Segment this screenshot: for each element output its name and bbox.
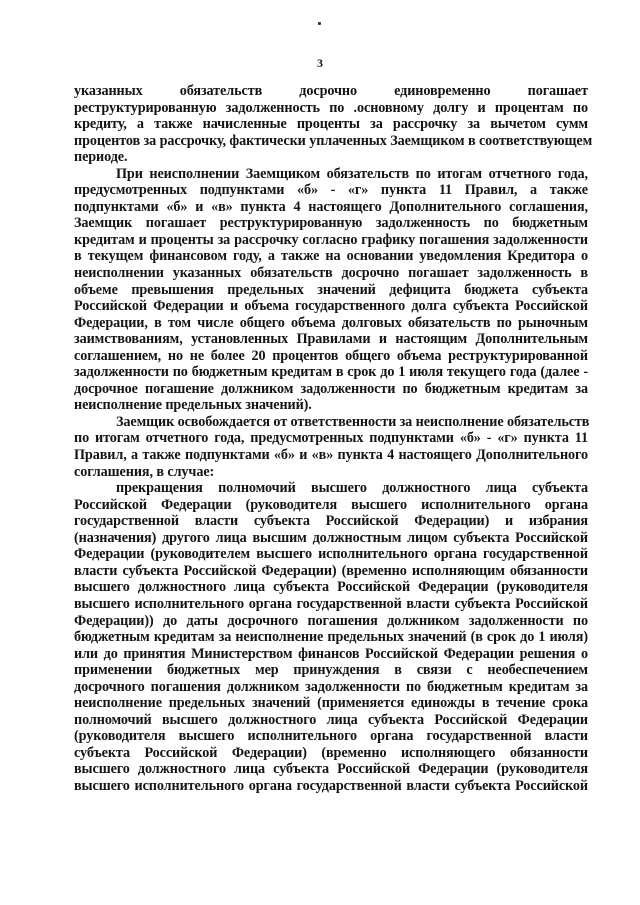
text-line: Российской Федерации и объема государственного долга субъекта Российской xyxy=(74,298,588,315)
text-line: Заемщик освобождается от ответственности за неисполнение обязательств xyxy=(116,413,590,430)
text-line: досрочное погашение должником задолженности по бюджетным кредитам за xyxy=(74,380,588,397)
text-line: полномочий высшего должностного лица субъекта Российской Федерации xyxy=(74,711,588,728)
text-line: Правил, а также подпунктами «б» и «в» пункта 4 настоящего Дополнительного xyxy=(74,447,588,464)
text-line: в текущем финансовом году, а также на основании уведомления Кредитора о xyxy=(74,248,588,265)
text-line: высшего должностного лица субъекта Российской Федерации (руководителя xyxy=(74,761,588,778)
paragraph xyxy=(74,83,593,166)
text-line: реструктурированную задолженность по .основному долгу и процентам по xyxy=(74,99,588,116)
text-line: кредитам и проценты за рассрочку согласно графику погашения задолженности xyxy=(74,231,588,248)
text-line: или до принятия Министерством финансов Российской Федерации решения о xyxy=(74,645,588,662)
paragraph xyxy=(74,480,588,794)
page-number: 3 xyxy=(317,56,323,70)
text-line: периоде. xyxy=(74,149,128,166)
text-line: неисполнении указанных обязательств досрочно погашает задолженность в xyxy=(74,265,588,282)
text-line: подпунктами «б» и «в» пункта 4 настоящего Дополнительного соглашения, xyxy=(74,198,588,215)
text-line: высшего исполнительного органа государственной власти субъекта Российской xyxy=(74,595,588,612)
text-line: власти субъекта Российской Федерации) (временно исполняющим обязанности xyxy=(74,562,588,579)
text-line: указанных обязательств досрочно единовременно погашает xyxy=(74,83,588,99)
text-line: бюджетным кредитам за неисполнение предельных значений (в срок до 1 июля) xyxy=(74,629,588,646)
paragraph xyxy=(74,166,588,414)
text-line: заимствованиям, установленных Правилами и настоящим Дополнительным xyxy=(74,331,588,348)
text-line: соглашением, но не более 20 процентов общего объема реструктурированной xyxy=(74,347,588,364)
text-line: При неисполнении Заемщиком обязательств по итогам отчетного года, xyxy=(116,165,588,182)
text-line: (руководителя высшего исполнительного органа государственной власти xyxy=(74,728,588,745)
text-line: Заемщик погашает реструктурированную задолженность по бюджетным xyxy=(74,215,588,232)
text-line: прекращения полномочий высшего должностного лица субъекта xyxy=(116,480,588,497)
paragraph xyxy=(74,414,588,480)
text-line: досрочного погашения должником задолженности по бюджетным кредитам за xyxy=(74,678,588,695)
text-line: применении бюджетных мер принуждения в связи с необеспечением xyxy=(74,662,588,679)
text-line: субъекта Российской Федерации) (временно исполняющего обязанности xyxy=(74,744,588,761)
scan-speck xyxy=(318,22,321,25)
text-line: процентов за рассрочку, фактически уплаченных Заемщиком в соответствующем xyxy=(74,132,593,149)
text-line: (назначения) другого лица высшим должностным лицом субъекта Российской xyxy=(74,529,588,546)
text-line: высшего исполнительного органа государственной власти субъекта Российской xyxy=(74,777,588,794)
text-line: кредиту, а также начисленные проценты за рассрочку за вычетом сумм xyxy=(74,116,588,133)
document-body xyxy=(74,83,593,795)
text-line: задолженности по бюджетным кредитам в срок до 1 июля текущего года (далее - xyxy=(74,364,588,381)
text-line: соглашения, в случае: xyxy=(74,463,215,480)
text-line: неисполнение предельных значений). xyxy=(74,397,312,414)
text-line: Федерации, в том числе общего объема долговых обязательств по рыночным xyxy=(74,314,588,331)
text-line: Федерации (руководителем высшего исполнительного органа государственной xyxy=(74,546,588,563)
text-line: неисполнение предельных значений (применяется единожды в течение срока xyxy=(74,695,588,712)
text-line: государственной власти субъекта Российской Федерации) и избрания xyxy=(74,513,588,530)
text-line: предусмотренных подпунктами «б» - «г» пункта 11 Правил, а также xyxy=(74,182,588,199)
text-line: объеме превышения предельных значений дефицита бюджета субъекта xyxy=(74,281,588,298)
text-line: высшего должностного лица субъекта Российской Федерации (руководителя xyxy=(74,579,588,596)
text-line: по итогам отчетного года, предусмотренных подпунктами «б» - «г» пункта 11 xyxy=(74,430,588,447)
text-line: Федерации)) до даты досрочного погашения должником задолженности по xyxy=(74,612,588,629)
text-line: Российской Федерации (руководителя высшего исполнительного органа xyxy=(74,496,588,513)
